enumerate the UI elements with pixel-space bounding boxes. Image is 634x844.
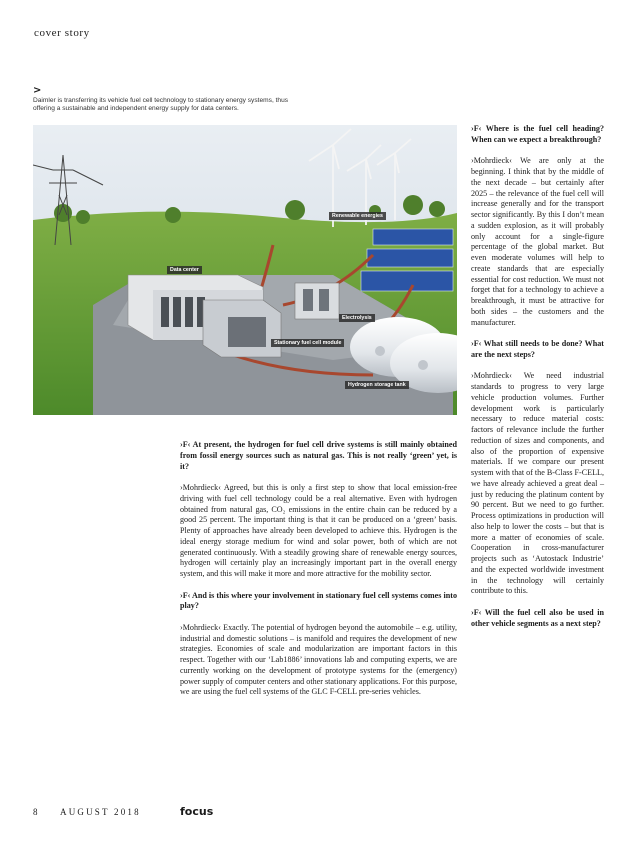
question-paragraph: ›F‹ At present, the hydrogen for fuel cell drive systems is still mainly obtained from fossil energy sources such as natural gas. This is not really ‘green’ yet, is it? <box>180 440 457 471</box>
solar-panels <box>361 229 453 291</box>
question-paragraph: ›F‹ And is this where your involvement in stationary fuel cell systems comes into play? <box>180 590 457 611</box>
section-label: cover story <box>34 27 90 39</box>
question-paragraph: ›F‹ Will the fuel cell also be used in other vehicle segments as a next step? <box>471 607 604 628</box>
electrolysis-unit <box>295 283 339 319</box>
side-text-column <box>471 124 604 640</box>
question-paragraph: ›F‹ What still needs to be done? What are the next steps? <box>471 339 604 359</box>
illustration-graphic <box>33 125 457 415</box>
label-renewable-energies: Renewable energies <box>329 212 386 220</box>
page-number: 8 <box>33 807 38 817</box>
magazine-logo: focus <box>180 805 214 818</box>
page-footer <box>33 806 293 820</box>
label-hydrogen-storage-tank: Hydrogen storage tank <box>345 381 409 389</box>
main-text-column <box>180 440 457 709</box>
figure-caption: Daimler is transferring its vehicle fuel cell technology to stationary energy systems, thus offering a sustainable and independent energy supply for data centers. <box>33 97 289 112</box>
answer-paragraph: ›Mohrdieck‹ Exactly. The potential of hydrogen beyond the automobile – e.g. utility, industrial and domestic solutions – is manifold and requires the development of new strategies. Economies of scale and modularization are important factors in this respect. Together with our ‘Lab1886’ innovations lab and computing experts, we are currently working on the development of prototype systems for the (emergency) power supply of computer centers and other stationary applications. For this purpose, we are using the fuel cell systems of the GLC F-CELL pre-series vehicles. <box>180 622 457 697</box>
label-stationary-fuel-cell-module: Stationary fuel cell module <box>271 339 344 347</box>
question-paragraph: ›F‹ Where is the fuel cell heading? When can we expect a breakthrough? <box>471 124 604 144</box>
answer-paragraph: ›Mohrdieck‹ We are only at the beginning. I think that by the middle of the next decade – but certainly after 2025 – the relevance of the fuel cell will increase generally and for the transport sector significantly. By this I don’t mean a sudden explosion, as it will probably only account for a single-figure percentage of the global market. But even moderate volumes will help to create standards that are especially essential for cost reduction. We must not forget that for a technology to achieve a breakthrough, it must be attractive for both sides – the customers and the manufacturer. <box>471 156 604 327</box>
label-data-center: Data center <box>167 266 202 274</box>
answer-paragraph: ›Mohrdieck‹ We need industrial standards to progress to very large vehicle production volumes. Further development work is particularly necessary to reduce material costs: factors of relevance include the further reduction of sizes and components, and also of the proportion of expensive materials. If we compare our present system with that of the B-Class F-CELL, we have already achieved a great deal – just by reducing the platinum content by 90 percent. But we need to go further. Process optimizations in production will also help to lower the costs – but that is more a matter of economies of scale. Cooperation in cross-manufacturer projects such as ‘Autostack Industrie’ and the expected worldwide investment in the technology will certainly contribute to this. <box>471 371 604 596</box>
energy-system-illustration <box>33 125 457 415</box>
issue-date: AUGUST 2018 <box>60 807 141 817</box>
caption-arrow-icon: > <box>33 85 42 96</box>
label-electrolysis: Electrolysis <box>339 314 375 322</box>
answer-paragraph: ›Mohrdieck‹ Agreed, but this is only a first step to show that local emission-free driving with fuel cell technology could be a real alternative. Even with hydrogen obtained from natural gas, CO₂ emissions in the entire chain can be reduced by a good 25 percent. The important thing is that it can be produced on a ‘green’ basis. Plenty of approaches have already been developed to achieve this. Hydrogen is the ideal energy storage medium for wind and solar power, both of which are not generated continuously. With a steadily growing share of renewable energy sources, hydrogen will certainly play an increasingly important part in the overall energy system, and this will make it more and more attractive for the mobility sector. <box>180 483 457 578</box>
